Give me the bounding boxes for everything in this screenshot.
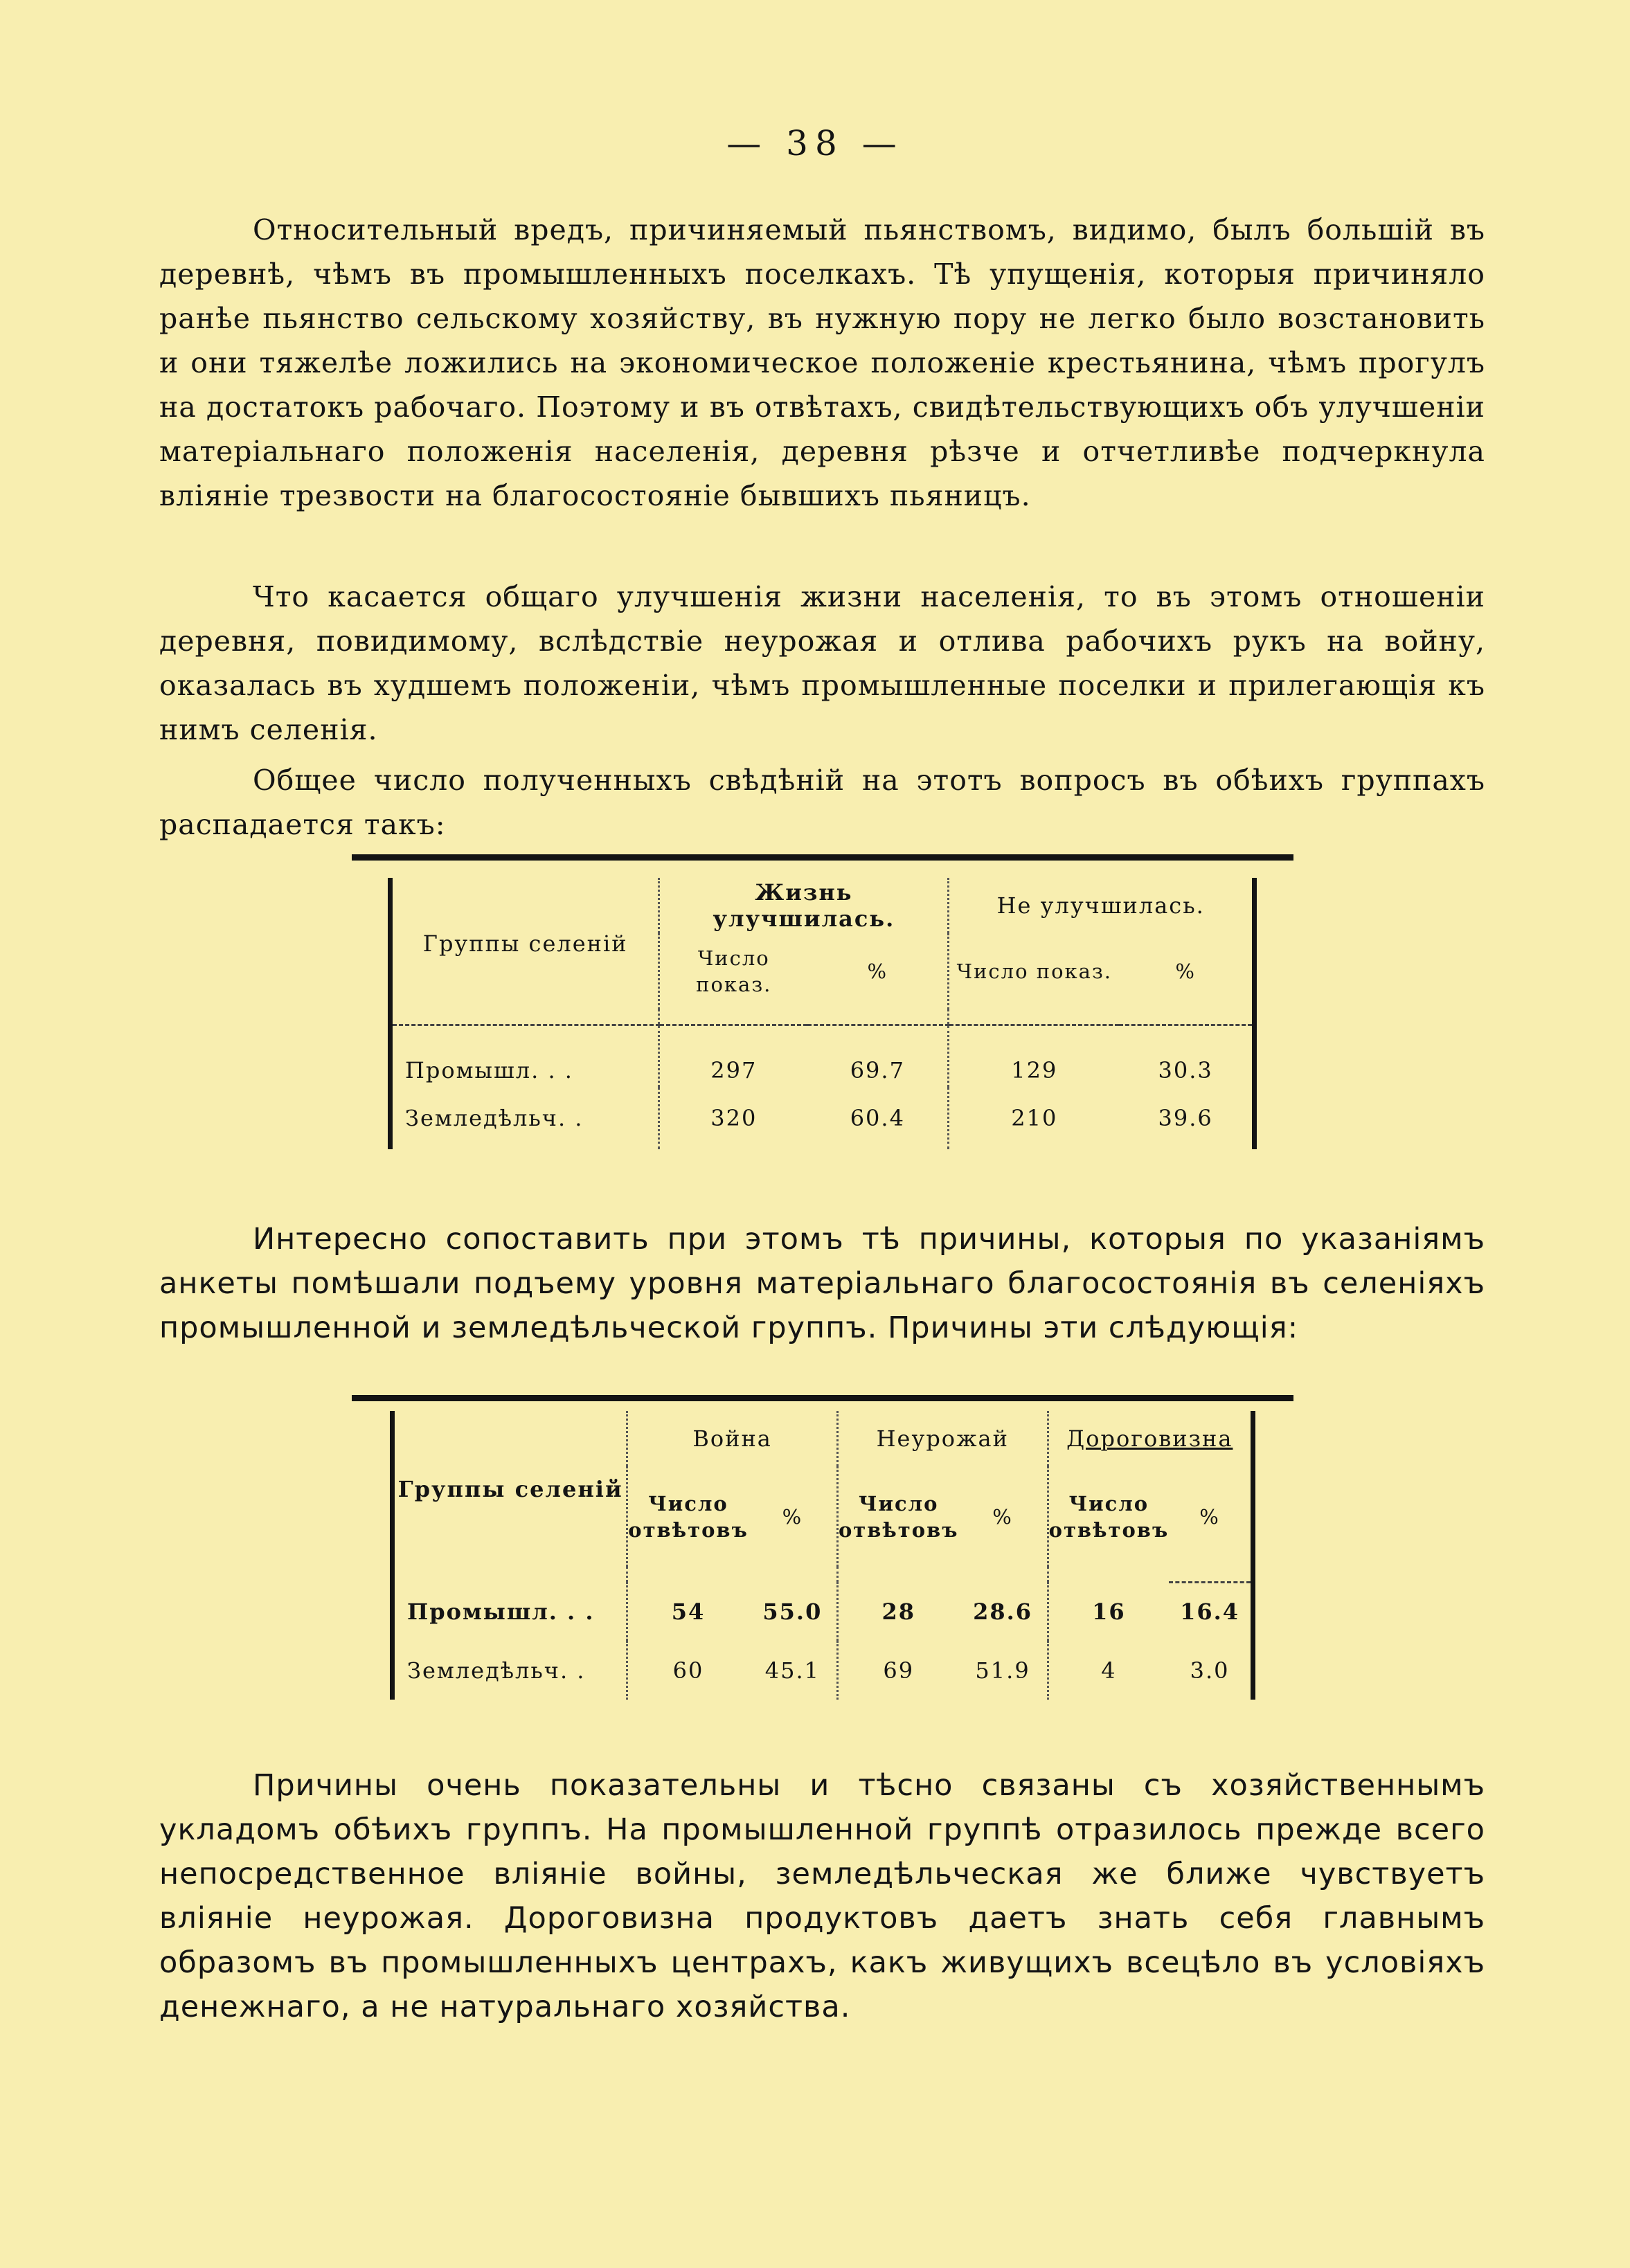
table2-cell: 54: [627, 1582, 749, 1641]
table1-sub-pct-2: %: [1119, 933, 1254, 1009]
table2-col-war: Война: [627, 1411, 838, 1466]
table2-cell: 60: [627, 1641, 749, 1700]
paragraph-4: Интересно сопоставить при этомъ тѣ причины, которыя по указаніямъ анкеты помѣшали подъему уровня матеріальнаго благосостоянія въ селеніяхъ промышленной и земледѣльческой группъ. Причины эти слѣдующія:: [159, 1222, 1485, 1345]
table2-cell: 3.0: [1169, 1641, 1253, 1700]
table2-group-header: Группы селеній: [393, 1411, 627, 1567]
table2-sub-pct-3: %: [1169, 1466, 1253, 1567]
table2-cell: 4: [1048, 1641, 1169, 1700]
paragraph-1: Относительный вредъ, причиняемый пьянствомъ, видимо, былъ большій въ деревнѣ, чѣмъ въ промышленныхъ поселкахъ. Тѣ упущенія, которыя причиняло ранѣе пьянство сельскому хозяйству, въ нужную пору не легко было возстановить и они тяжелѣе ложились на экономическое положеніе крестьянина, чѣмъ прогулъ на достатокъ рабочаго. Поэтому и въ отвѣтахъ, свидѣтельствующихъ объ улучшеніи матеріальнаго положенія населенія, деревня рѣзче и отчетливѣе подчеркнула вліяніе трезвости на благосостояніе бывшихъ пьяницъ.: [159, 213, 1485, 512]
table1-sub-count-2: Число показ.: [949, 933, 1119, 1009]
table1: [388, 878, 1257, 1149]
table2-cell: 28.6: [973, 1598, 1033, 1625]
table2-top-rule: [352, 1395, 1293, 1401]
table2-col-price: Дороговизна: [1048, 1411, 1253, 1466]
table-row: [393, 1641, 1253, 1700]
table1-cell: 297: [659, 1025, 807, 1087]
table1-cell: 129: [949, 1025, 1119, 1087]
table2-sub-count-1: Число отвѣтовъ: [627, 1466, 749, 1567]
table2-sub-pct-2: %: [992, 1504, 1013, 1529]
table2-cell: 28: [837, 1582, 958, 1641]
table2-cell: 45.1: [764, 1657, 820, 1684]
table2: [390, 1411, 1255, 1700]
table1-cell: 30.3: [1119, 1025, 1254, 1087]
table-row: [391, 1025, 1255, 1087]
table2-sub-count-3: Число отвѣтовъ: [1048, 1466, 1169, 1567]
table1-row-label: Промышл. . .: [391, 1025, 659, 1087]
table1-cell: 69.7: [850, 1056, 905, 1083]
table2-row-label: Промышл. . .: [393, 1582, 627, 1641]
table2-cell: 16.4: [1169, 1582, 1253, 1641]
table1-cell: 39.6: [1119, 1087, 1254, 1149]
table1-col-improved: Жизнь улучшилась.: [659, 878, 949, 933]
table2-sub-pct-1: %: [782, 1504, 803, 1529]
paragraph-3: Общее число полученныхъ свѣдѣній на этотъ вопросъ въ обѣихъ группахъ распадается такъ:: [159, 764, 1485, 841]
table2-row-label: Земледѣльч. .: [393, 1641, 627, 1700]
table1-cell: 320: [659, 1087, 807, 1149]
table1-group-header: Группы селеній: [391, 878, 659, 1009]
table2-cell: 51.9: [975, 1657, 1030, 1684]
table2-cell: 69: [837, 1641, 958, 1700]
page-number: — 38 —: [726, 123, 904, 163]
paragraph-2: Что касается общаго улучшенія жизни населенія, то въ этомъ отношеніи деревня, повидимому, вслѣдствіе неурожая и отлива рабочихъ рукъ на войну, оказалась въ худшемъ положеніи, чѣмъ промышленные поселки и прилегающія къ нимъ селенія.: [159, 580, 1485, 746]
table-row: [393, 1582, 1253, 1641]
table1-cell: 210: [949, 1087, 1119, 1149]
table1-top-rule: [352, 854, 1293, 861]
table1-col-not-improved: Не улучшилась.: [949, 878, 1255, 933]
table1-divider: [391, 1009, 659, 1025]
table1-sub-pct-1: %: [867, 960, 888, 983]
table1-cell: 60.4: [850, 1105, 905, 1131]
table2-cell: 16: [1048, 1582, 1169, 1641]
table2-cell: 55.0: [762, 1598, 823, 1625]
table1-sub-count-1: Число показ.: [659, 933, 807, 1009]
table2-col-crop: Неурожай: [837, 1411, 1048, 1466]
paragraph-5: Причины очень показательны и тѣсно связаны съ хозяйственнымъ укладомъ обѣихъ группъ. На промышленной группѣ отразилось прежде всего непосредственное вліяніе войны, земледѣльческая же ближе чувствуетъ вліяніе неурожая. Дороговизна продуктовъ даетъ знать себя главнымъ образомъ въ промышленныхъ центрахъ, какъ живущихъ всецѣло въ условіяхъ денежнаго, а не натуральнаго хозяйства.: [159, 1768, 1485, 2024]
table1-row-label: Земледѣльч. .: [391, 1087, 659, 1149]
table2-sub-count-2: Число отвѣтовъ: [837, 1466, 958, 1567]
table2-divider: [393, 1567, 627, 1582]
table-row: [391, 1087, 1255, 1149]
